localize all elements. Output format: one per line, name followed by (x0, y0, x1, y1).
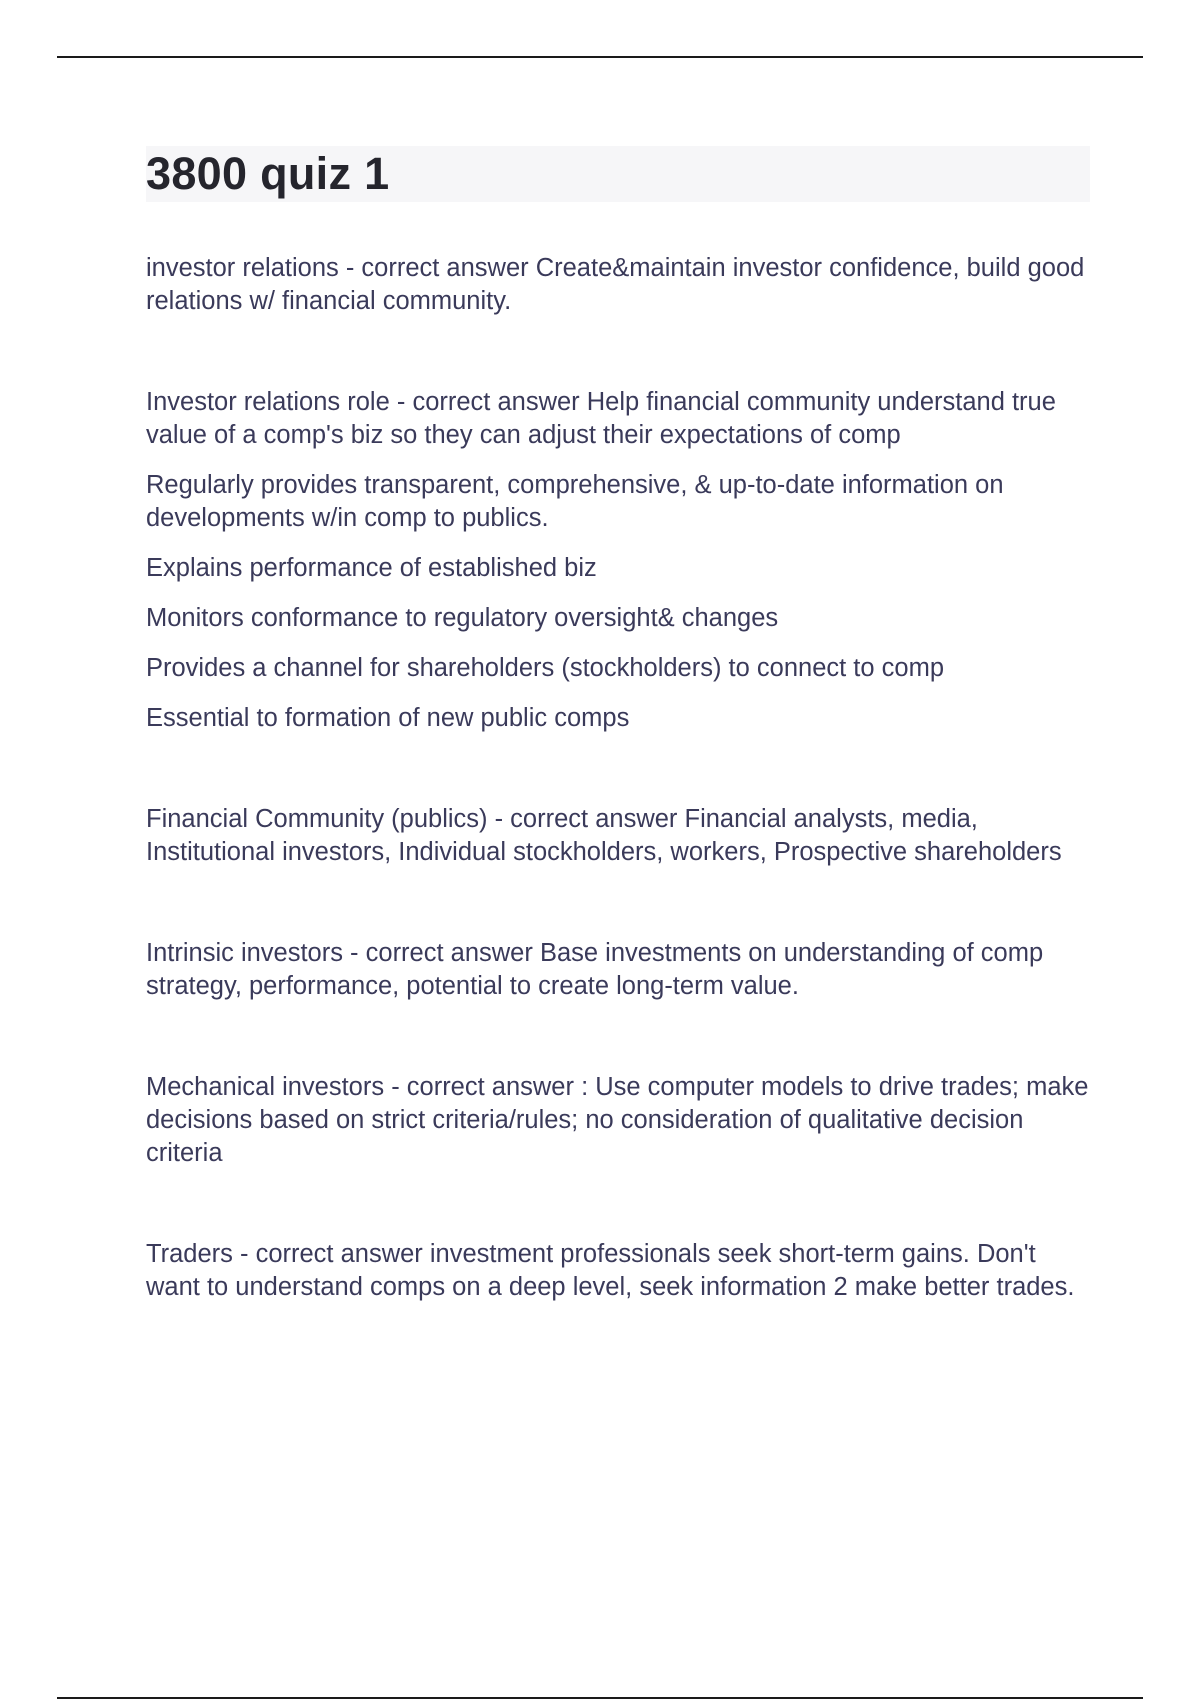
card-paragraph: Provides a channel for shareholders (stockholders) to connect to comp (146, 654, 944, 682)
card-paragraph: Monitors conformance to regulatory oversight& changes (146, 604, 779, 632)
card-paragraph: Explains performance of established biz (146, 554, 597, 582)
card-paragraph: Traders - correct answer investment professionals seek short-term gains. Don't want to understand comps on a deep level, seek information 2 make better trades. (146, 1240, 1075, 1301)
card-paragraph: investor relations - correct answer Create&maintain investor confidence, build good relations w/ financial community. (146, 254, 1085, 315)
flashcard (146, 1071, 1090, 1170)
card-paragraph: Financial Community (publics) - correct answer Financial analysts, media, Institutional investors, Individual stockholders, workers, Prospective shareholders (146, 805, 1062, 866)
flashcard (146, 252, 1090, 318)
flashcard (146, 803, 1090, 869)
flashcard (146, 1238, 1090, 1304)
card-paragraph: Mechanical investors - correct answer : Use computer models to drive trades; make decisions based on strict criteria/rules; no consideration of qualitative decision criteria (146, 1073, 1089, 1167)
top-divider (57, 56, 1143, 58)
page-title: 3800 quiz 1 (146, 148, 390, 199)
bottom-divider (57, 1697, 1143, 1699)
card-paragraph: Essential to formation of new public comps (146, 704, 630, 732)
card-paragraph: Intrinsic investors - correct answer Base investments on understanding of comp strategy, performance, potential to create long-term value. (146, 939, 1044, 1000)
flashcard (146, 386, 1090, 735)
card-paragraph: Investor relations role - correct answer Help financial community understand true value of a comp's biz so they can adjust their expectations of comp (146, 388, 1056, 449)
card-paragraph: Regularly provides transparent, comprehensive, & up-to-date information on developments w/in comp to publics. (146, 471, 1004, 532)
page-content (146, 146, 1090, 1304)
flashcard-list (146, 252, 1090, 1304)
flashcard (146, 937, 1090, 1003)
title-band (146, 146, 1090, 202)
